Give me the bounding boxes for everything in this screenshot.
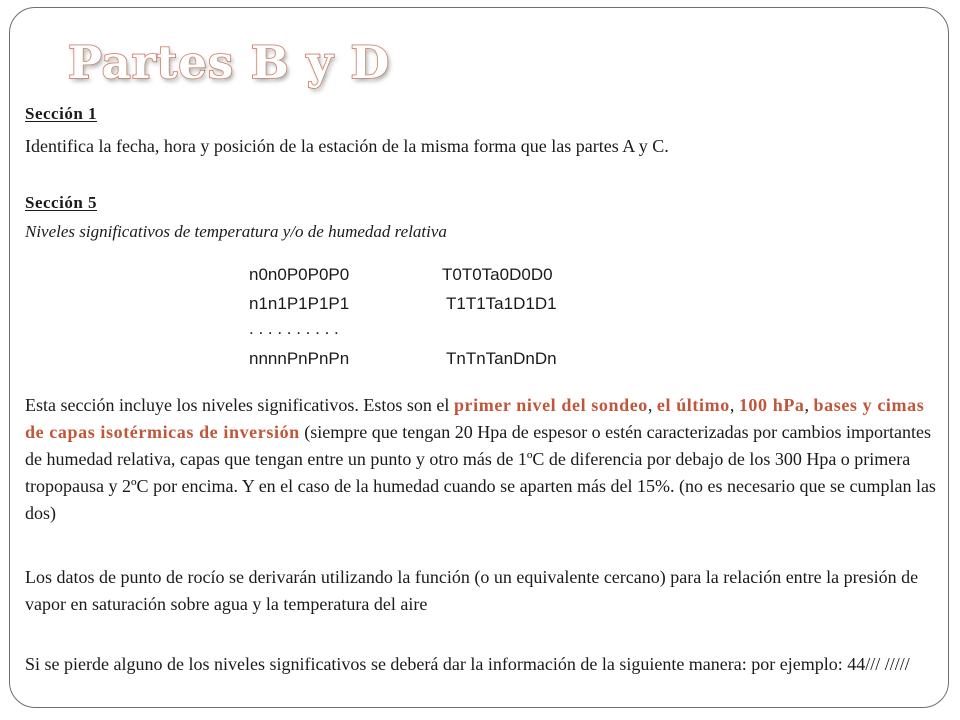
section1-text: Identifica la fecha, hora y posición de la estación de la misma forma que las partes A y C. <box>25 136 669 156</box>
highlight-first-level: primer nivel del sondeo <box>453 395 648 415</box>
code-row-4-left: nnnnPnPnPn <box>249 349 350 368</box>
para1-text-4: , <box>804 395 814 415</box>
para1-text-2: , <box>647 395 657 415</box>
code-row-1-left: n0n0P0P0P0 <box>249 265 350 284</box>
code-row-2-left: n1n1P1P1P1 <box>249 294 350 313</box>
code-row-1-right: T0T0Ta0D0D0 <box>442 265 553 284</box>
significant-levels-paragraph <box>25 392 940 527</box>
code-row-4-right: TnTnTanDnDn <box>446 349 557 368</box>
code-row-3-left: . . . . . . . . . . <box>249 319 339 338</box>
code-row-2-right: T1T1Ta1D1D1 <box>446 294 557 313</box>
para1-text-1: Esta sección incluye los niveles significativos. Estos son el <box>25 395 454 415</box>
highlight-last-level: el último <box>656 395 730 415</box>
highlight-isothermal-inversion: bases y cimas de capas isotérmicas de inversión <box>25 395 925 442</box>
highlight-100hpa: 100 hPa <box>738 395 805 415</box>
section5-subtitle: Niveles significativos de temperatura y/o de humedad relativa <box>25 222 447 241</box>
missing-levels-paragraph: Si se pierde alguno de los niveles significativos se deberá dar la información de la siguiente manera: por ejemplo: 44/// ///// <box>25 654 910 674</box>
para1-text-3: , <box>729 395 739 415</box>
dewpoint-paragraph: Los datos de punto de rocío se derivarán utilizando la función (o un equivalente cercano) para la relación entre la presión de vapor en saturación sobre agua y la temperatura del aire <box>25 567 919 614</box>
section5-heading: Sección 5 <box>25 193 98 212</box>
para1-text-5: (siempre que tengan 20 Hpa de espesor o estén caracterizadas por cambios importantes de humedad relativa, capas que tengan entre un punto y otro más de 1ºC de diferencia por debajo de los 300 Hpa o primera tropopausa y 2ºC por encima. Y en el caso de la humedad cuando se aparten más del 15%. (no es necesario que se cumplan las dos) <box>25 422 936 523</box>
slide-title: Partes B y D <box>68 36 391 89</box>
section1-heading: Sección 1 <box>25 104 98 123</box>
